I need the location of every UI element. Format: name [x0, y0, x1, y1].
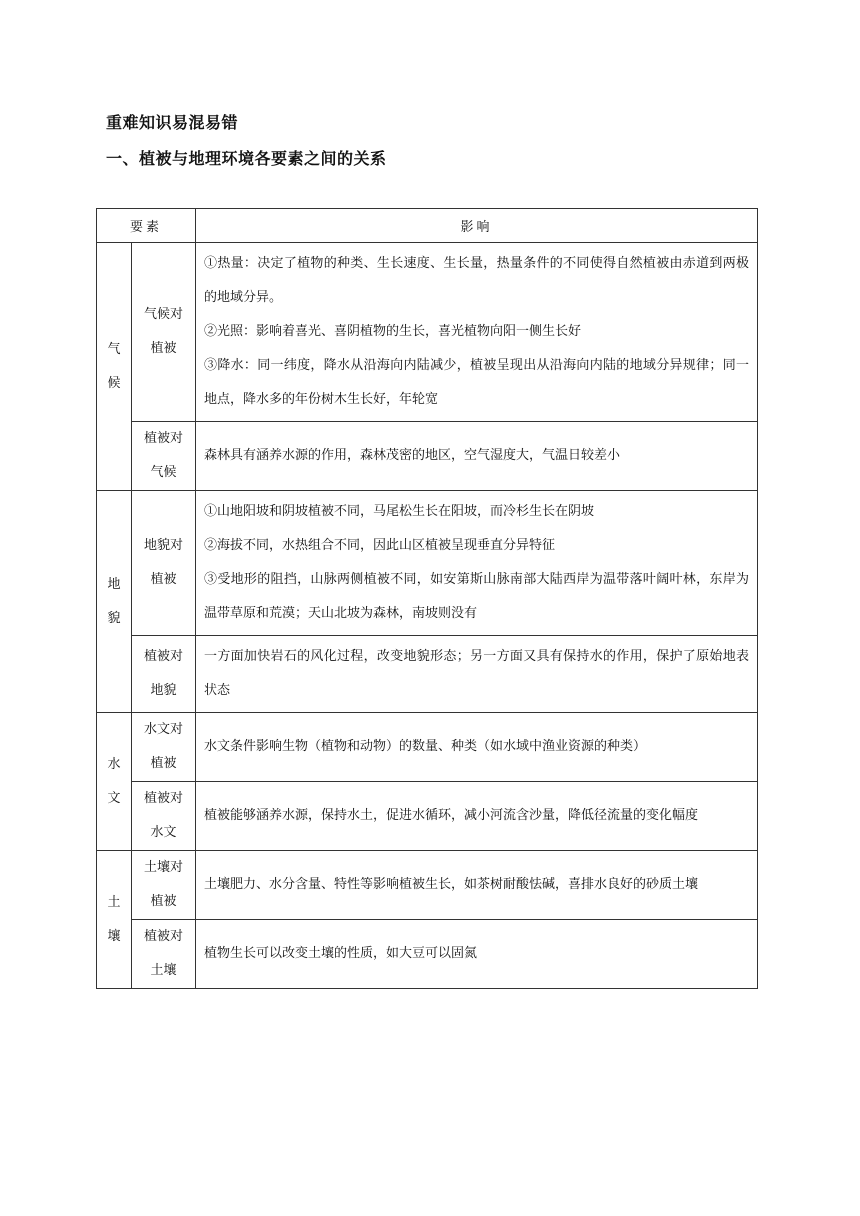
effect-cell: [196, 713, 758, 782]
effect-cell: [196, 491, 758, 636]
effect-line: 植被能够涵养水源，保持水土，促进水循环，减小河流含沙量，降低径流量的变化幅度: [204, 808, 699, 823]
effect-cell: [196, 851, 758, 920]
subfactor-line: 植被对: [144, 431, 184, 446]
table-row: [97, 491, 758, 636]
subfactor-cell: [132, 243, 196, 422]
vegetation-environment-table: [96, 208, 758, 989]
subfactor-line: 植被: [150, 756, 177, 771]
category-char: 地: [107, 576, 121, 592]
category-char: 气: [107, 341, 121, 357]
table-row: [97, 920, 758, 989]
effect-line: ①热量：决定了植物的种类、生长速度、生长量，热量条件的不同使得自然植被由赤道到两极的地域分异。: [204, 256, 750, 305]
category-char: 水: [107, 756, 121, 772]
category-char: 壤: [107, 928, 121, 944]
effect-line: 土壤肥力、水分含量、特性等影响植被生长，如茶树耐酸怯碱，喜排水良好的砂质土壤: [204, 877, 699, 892]
effect-line: 一方面加快岩石的风化过程，改变地貌形态；另一方面又具有保持水的作用，保护了原始地表状态: [204, 649, 750, 698]
category-char: 候: [107, 375, 121, 391]
table-row: [97, 422, 758, 491]
category-char: 貌: [107, 610, 121, 626]
subfactor-line: 植被对: [144, 929, 184, 944]
subfactor-line: 土壤: [150, 963, 177, 978]
effect-line: ②光照：影响着喜光、喜阴植物的生长，喜光植物向阳一侧生长好: [204, 324, 582, 339]
subfactor-line: 土壤对: [144, 860, 184, 875]
table-row: [97, 851, 758, 920]
subfactor-line: 气候: [150, 465, 177, 480]
subfactor-cell: [132, 636, 196, 713]
table-header-row: [97, 209, 758, 243]
section-heading: 一、植被与地理环境各要素之间的关系: [106, 149, 387, 168]
category-soil: [97, 851, 132, 989]
subfactor-cell: [132, 713, 196, 782]
category-climate: [97, 243, 132, 491]
subfactor-line: 水文: [150, 825, 177, 840]
table-row: [97, 782, 758, 851]
effect-line: ③降水：同一纬度，降水从沿海向内陆减少，植被呈现出从沿海向内陆的地域分异规律；同一地点，降水多的年份树木生长好，年轮宽: [204, 358, 750, 407]
category-landform: [97, 491, 132, 713]
page-title: 重难知识易混易错: [106, 113, 239, 132]
effect-cell: [196, 920, 758, 989]
subfactor-line: 植被对: [144, 649, 184, 664]
table-row: [97, 636, 758, 713]
table-row: [97, 713, 758, 782]
effect-cell: [196, 782, 758, 851]
header-factor: 要素: [97, 209, 196, 243]
effect-line: 森林具有涵养水源的作用，森林茂密的地区，空气湿度大，气温日较差小: [204, 448, 621, 463]
subfactor-line: 植被: [150, 894, 177, 909]
subfactor-line: 植被: [150, 572, 177, 587]
table-row: [97, 243, 758, 422]
subfactor-line: 地貌对: [144, 538, 184, 553]
effect-cell: [196, 422, 758, 491]
effect-line: ②海拔不同，水热组合不同，因此山区植被呈现垂直分异特征: [204, 538, 556, 553]
subfactor-cell: [132, 920, 196, 989]
effect-line: 水文条件影响生物（植物和动物）的数量、种类（如水域中渔业资源的种类）: [204, 739, 647, 754]
subfactor-cell: [132, 851, 196, 920]
subfactor-cell: [132, 491, 196, 636]
subfactor-line: 气候对: [144, 307, 184, 322]
category-hydrology: [97, 713, 132, 851]
subfactor-line: 植被: [150, 341, 177, 356]
effect-line: ①山地阳坡和阴坡植被不同，马尾松生长在阳坡，而冷杉生长在阴坡: [204, 504, 595, 519]
effect-cell: [196, 636, 758, 713]
category-char: 土: [107, 894, 121, 910]
category-char: 文: [107, 790, 121, 806]
effect-line: 植物生长可以改变土壤的性质，如大豆可以固氮: [204, 946, 478, 961]
subfactor-line: 地貌: [150, 683, 177, 698]
subfactor-cell: [132, 782, 196, 851]
effect-cell: [196, 243, 758, 422]
header-effect: 影响: [196, 209, 758, 243]
subfactor-line: 水文对: [144, 722, 184, 737]
subfactor-cell: [132, 422, 196, 491]
subfactor-line: 植被对: [144, 791, 184, 806]
effect-line: ③受地形的阻挡，山脉两侧植被不同，如安第斯山脉南部大陆西岸为温带落叶阔叶林，东岸为温带草原和荒漠；天山北坡为森林，南坡则没有: [204, 572, 750, 621]
